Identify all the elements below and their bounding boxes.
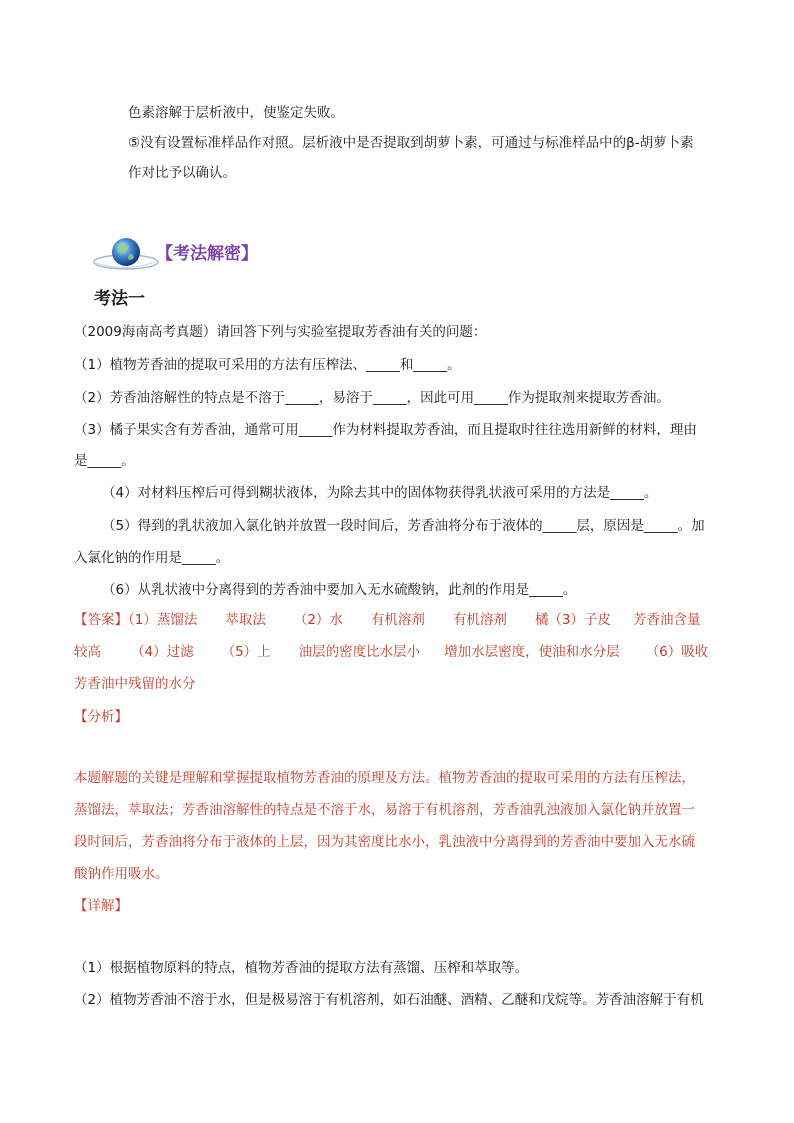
detail-label: 【详解】 [74, 898, 128, 914]
section-title: 【考法解密】 [156, 244, 258, 264]
question-item-3b: 是_____。 [74, 453, 135, 469]
answer-line-3: 芳香油中残留的水分 [74, 676, 196, 692]
method-title: 考法一 [94, 289, 145, 309]
intro-line-2: ⑤没有设置标准样品作对照。层析液中是否提取到胡萝卜素，可通过与标准样品中的β-胡萝卜素 [128, 135, 694, 151]
detail-line-1: （1）根据植物原料的特点，植物芳香油的提取方法有蒸馏、压榨和萃取等。 [74, 960, 529, 976]
answer-item: （4）过滤 [131, 644, 194, 660]
answer-item: 有机溶剂 [452, 612, 507, 628]
analysis-line: 蒸馏法，萃取法；芳香油溶解性的特点是不溶于水，易溶于有机溶剂，芳香油乳浊液加入氯化钠并放置一 [74, 802, 695, 818]
analysis-line: 本题解题的关键是理解和掌握提取植物芳香油的原理及方法。植物芳香油的提取可采用的方法有压榨法， [74, 770, 695, 786]
answer-item: （2）水 [293, 612, 343, 628]
answer-item: （1）蒸馏法 [128, 612, 198, 628]
question-item-5b: 入氯化钠的作用是_____。 [74, 550, 230, 566]
answer-item: 橘（3）子皮 [534, 612, 612, 628]
answer-line-2 [74, 642, 708, 662]
answer-item: （5）上 [221, 644, 271, 660]
question-item-2: （2）芳香油溶解性的特点是不溶于_____，易溶于_____，因此可用_____作为提取剂来提取芳香油。 [74, 390, 670, 406]
globe-icon [92, 232, 162, 276]
answer-item: 增加水层密度，使油和水分层 [444, 644, 620, 660]
question-item-3a: （3）橘子果实含有芳香油，通常可用_____作为材料提取芳香油，而且提取时往往选用新鲜的材料，理由 [74, 422, 697, 438]
analysis-line: 段时间后，芳香油将分布于液体的上层，因为其密度比水小，乳浊液中分离得到的芳香油中要加入无水硫 [74, 834, 695, 850]
answer-label: 【答案】 [74, 612, 128, 628]
section-heading [92, 232, 332, 276]
answer-item: 萃取法 [225, 612, 266, 628]
question-item-4: （4）对材料压榨后可得到糊状液体，为除去其中的固体物获得乳状液可采用的方法是_____。 [102, 485, 658, 501]
question-item-1: （1）植物芳香油的提取可采用的方法有压榨法、_____和_____。 [74, 357, 461, 373]
answer-item: 较高 [74, 644, 101, 660]
detail-line-2: （2）植物芳香油不溶于水，但是极易溶于有机溶剂，如石油醚、酒精、乙醚和戊烷等。芳香油溶解于有机 [74, 992, 704, 1008]
answer-item: 芳香油含量 [633, 612, 701, 628]
intro-line-3: 作对比予以确认。 [128, 165, 236, 181]
intro-line-1: 色素溶解于层析液中，使鉴定失败。 [128, 105, 344, 121]
answer-line-1 [74, 610, 701, 630]
answer-item: 有机溶剂 [370, 612, 425, 628]
answer-item: 油层的密度比水层小 [298, 644, 421, 660]
analysis-line: 酸钠作用吸水。 [74, 866, 169, 882]
answer-item: （6）吸收 [645, 644, 709, 660]
question-source: （2009海南高考真题）请回答下列与实验室提取芳香油有关的问题： [74, 324, 487, 340]
question-item-5a: （5）得到的乳状液加入氯化钠并放置一段时间后，芳香油将分布于液体的_____层，原因是_____。加 [102, 518, 705, 534]
analysis-label: 【分析】 [74, 709, 128, 725]
question-item-6: （6）从乳状液中分离得到的芳香油中要加入无水硫酸钠，此剂的作用是_____。 [102, 582, 577, 598]
